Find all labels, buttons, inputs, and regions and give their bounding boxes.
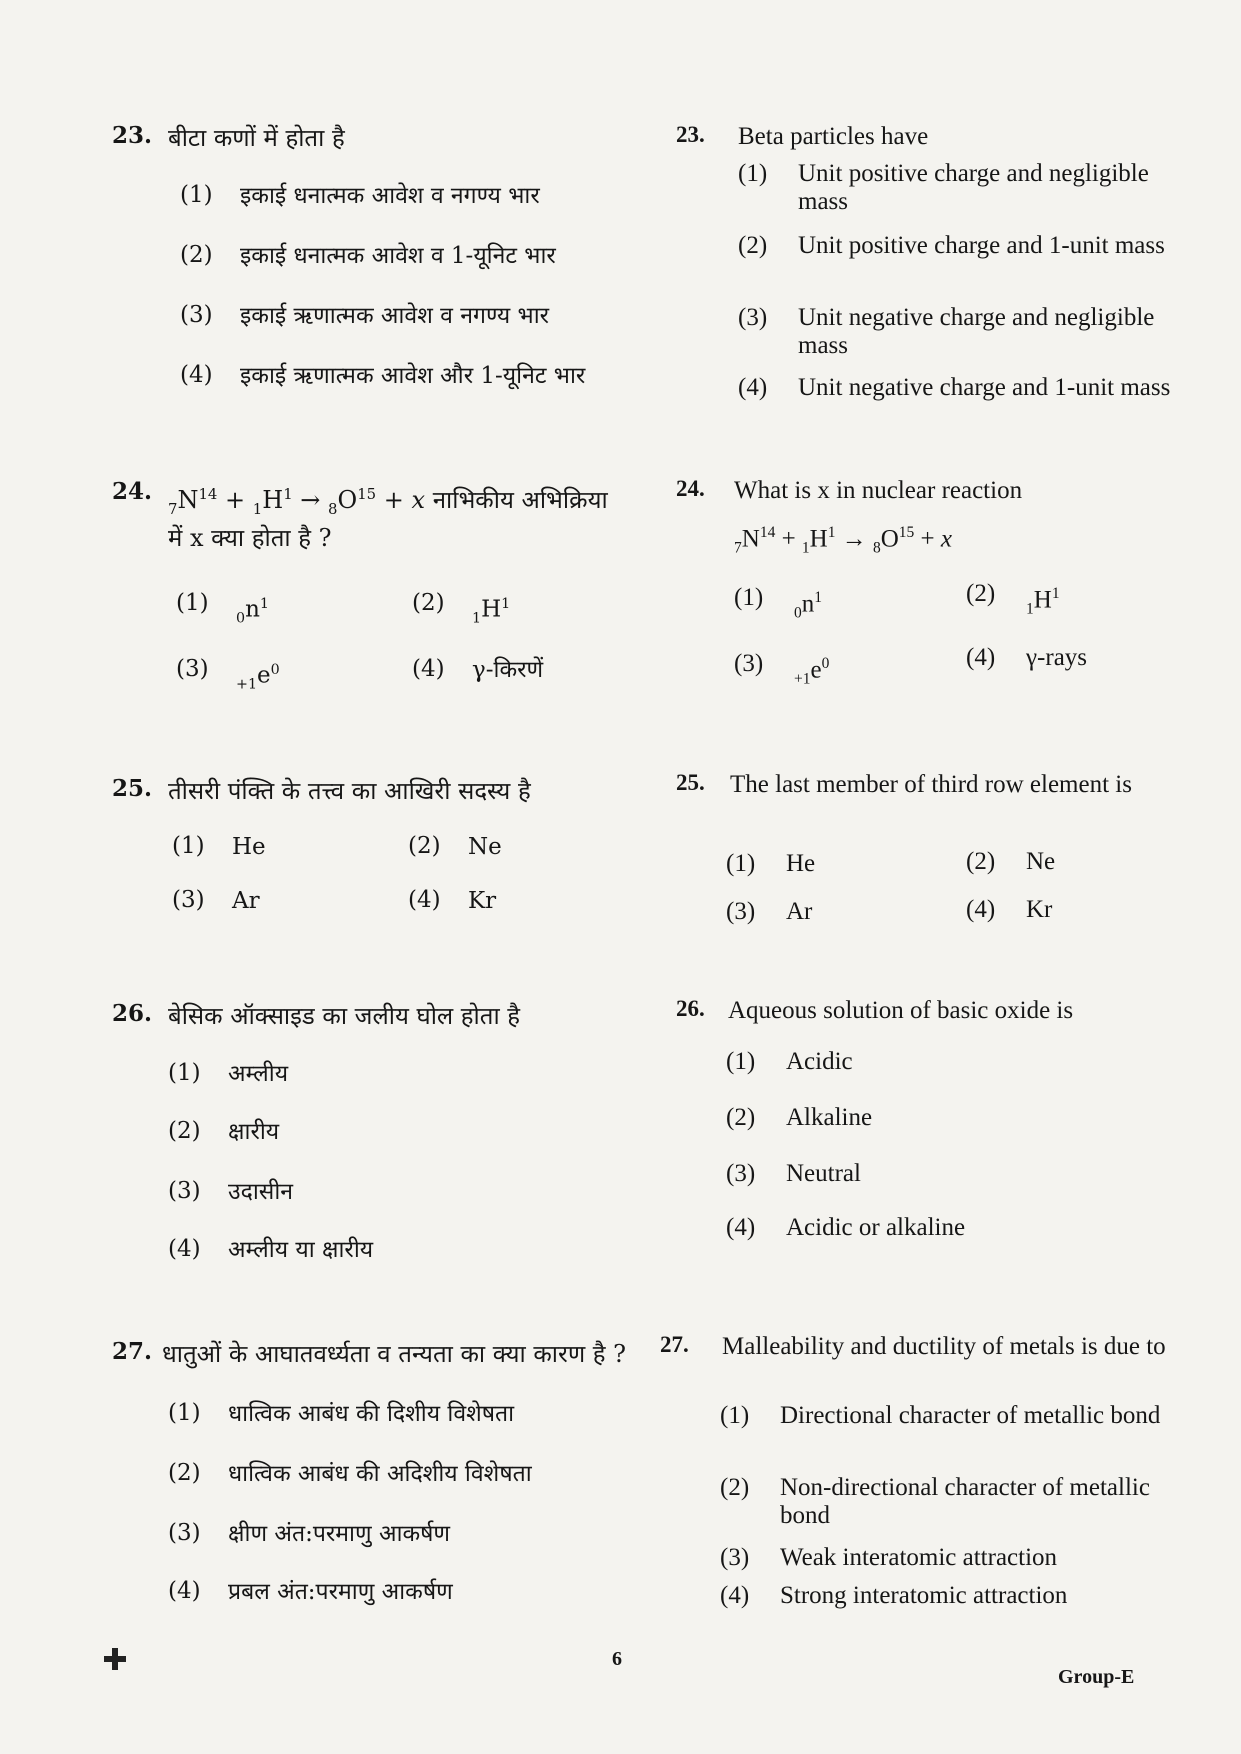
question-number: 23. bbox=[676, 122, 705, 147]
question-text: बीटा कणों में होता है bbox=[168, 124, 345, 152]
page-number: 6 bbox=[612, 1648, 622, 1670]
group-label: Group-E bbox=[1058, 1666, 1135, 1688]
question-23-hindi: 23. बीटा कणों में होता है (1) इकाई धनात्मक आवेश व नगण्य भार (2) इकाई धनात्मक आवेश व 1-यूनिट भार (3) इकाई ऋणात्मक आवेश व नगण्य भार (4) इकाई ऋणात्मक आवेश और 1-यूनिट भार bbox=[112, 122, 627, 162]
question-number: 26. bbox=[112, 1000, 153, 1027]
question-text: What is x in nuclear reaction bbox=[734, 477, 1023, 504]
question-text: धातुओं के आघातवर्ध्यता व तन्यता का क्या कारण है ? bbox=[162, 1340, 627, 1368]
question-number: 27. bbox=[112, 1338, 153, 1365]
question-text: Aqueous solution of basic oxide is bbox=[728, 997, 1074, 1024]
question-23-english: 23. Beta particles have (1) Unit positive charge and negligible mass (2) Unit positive charge and 1-unit mass (3) Unit negative charge and negligible mass (4) Unit negative charge and 1-unit mass bbox=[676, 122, 1176, 162]
question-text: तीसरी पंक्ति के तत्त्व का आखिरी सदस्य है bbox=[168, 777, 531, 805]
question-26-english: 26. Aqueous solution of basic oxide is (1) Acidic (2) Alkaline (3) Neutral (4) Acidic or alkaline bbox=[676, 996, 1176, 1036]
nuclear-equation: $_7N^{14} + _1H^1 \to _8O^{15} + x$ bbox=[168, 485, 426, 518]
question-text: Malleability and ductility of metals is due to bbox=[722, 1333, 1166, 1360]
question-25-hindi: 25. तीसरी पंक्ति के तत्त्व का आखिरी सदस्य है (1) He (2) Ne (3) Ar (4) Kr bbox=[112, 775, 627, 815]
question-number: 26. bbox=[676, 996, 705, 1021]
question-text-line2: में x क्या होता है ? bbox=[168, 524, 332, 552]
question-26-hindi: 26. बेसिक ऑक्साइड का जलीय घोल होता है (1) अम्लीय (2) क्षारीय (3) उदासीन (4) अम्लीय या क्षारीय bbox=[112, 1000, 627, 1040]
question-number: 24. bbox=[112, 478, 153, 505]
question-24-hindi: 24. $_7N^{14} + _1H^1 \to _8O^{15} + x$ नाभिकीय अभिक्रिया में x क्या होता है ? (1) $_0n^1$ (2) $_1H^1$ (3) $_{+1}e^0$ (4) γ-किरणें bbox=[112, 478, 627, 518]
question-text: Beta particles have bbox=[738, 123, 929, 150]
question-number: 25. bbox=[112, 775, 153, 802]
question-24-english: 24. What is x in nuclear reaction $_7N^{14} + _1H^1 \to _8O^{15} + x$ (1) $_0n^1$ (2) $_1H^1$ (3) $_{+1}e^0$ (4) γ-rays bbox=[676, 476, 1176, 516]
question-text: $_7N^{14} + _1H^1 \to _8O^{15} + x$ नाभिकीय अभिक्रिया bbox=[168, 485, 608, 518]
question-number: 23. bbox=[112, 122, 153, 149]
question-25-english: 25. The last member of third row element is (1) He (2) Ne (3) Ar (4) Kr bbox=[676, 770, 1176, 810]
question-27-hindi: 27. धातुओं के आघातवर्ध्यता व तन्यता का क्या कारण है ? (1) धात्विक आबंध की दिशीय विशेषता (2) धात्विक आबंध की अदिशीय विशेषता (3) क्षीण अंत:परमाणु आकर्षण (4) प्रबल अंत:परमाणु आकर्षण bbox=[112, 1338, 627, 1605]
question-27-english: 27. Malleability and ductility of metals is due to (1) Directional character of metallic bond (2) Non-directional character of metallic bond (3) Weak interatomic attraction (4) Strong interatomic attraction bbox=[676, 1332, 1176, 1372]
question-text: The last member of third row element is bbox=[730, 771, 1132, 798]
registration-cross-icon bbox=[104, 1648, 126, 1670]
question-number: 24. bbox=[676, 476, 705, 501]
question-number: 27. bbox=[660, 1332, 689, 1357]
question-number: 25. bbox=[676, 770, 705, 795]
nuclear-equation: $_7N^{14} + _1H^1 \to _8O^{15} + x$ bbox=[734, 524, 953, 557]
question-text: बेसिक ऑक्साइड का जलीय घोल होता है bbox=[168, 1002, 521, 1030]
